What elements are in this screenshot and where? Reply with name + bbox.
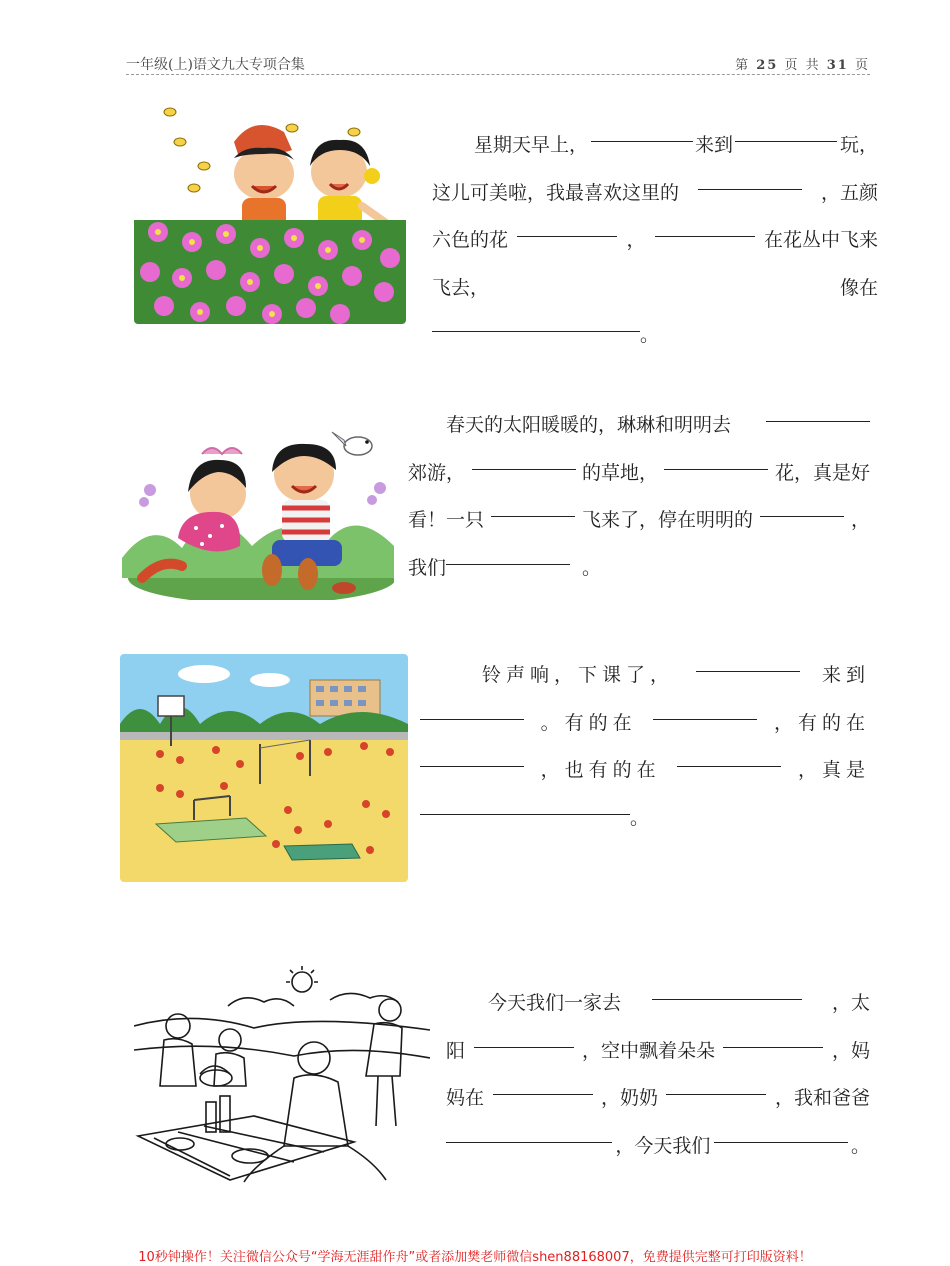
exercise-2-line-1: 春天的太阳暖暖的，琳琳和明明去 [408,402,870,450]
exercise-4-line-2: 阳 ，空中飘着朵朵 ，妈 [446,1028,870,1076]
answer-blank[interactable] [653,700,757,720]
answer-blank[interactable] [723,1028,823,1048]
exercise-3-line-4: 。 [420,795,870,843]
answer-blank[interactable] [652,980,802,1000]
page-header [126,52,870,75]
answer-blank[interactable] [446,545,570,565]
answer-blank[interactable] [698,170,802,190]
answer-blank[interactable] [714,1123,848,1143]
answer-blank[interactable] [655,217,755,237]
exercise-2-text [408,402,870,592]
exercise-1-line-2: 这儿可美啦，我最喜欢这里的 ，五颜 [432,170,878,218]
illustration-family-picnic [134,966,430,1198]
answer-blank[interactable] [446,1123,612,1143]
answer-blank[interactable] [493,1075,593,1095]
exercise-4-line-3: 妈在 ，奶奶 ，我和爸爸 [446,1075,870,1123]
answer-blank[interactable] [666,1075,766,1095]
exercise-3-line-1: 铃声响，下课了， 来到 [420,652,870,700]
answer-blank[interactable] [472,450,576,470]
children-bird-image [122,428,394,600]
book-title: 一年级(上)语文九大专项合集 [126,57,305,73]
answer-blank[interactable] [420,747,524,767]
exercise-3-line-3: ，也有的在 ，真是 [420,747,870,795]
exercise-3-text [420,652,870,842]
answer-blank[interactable] [491,497,575,517]
exercise-1-text [432,122,878,360]
exercise-3-line-2: 。有的在 ，有的在 [420,700,870,748]
illustration-children-flowers [134,102,406,324]
answer-blank[interactable] [474,1028,574,1048]
page-number: 第 25 页 共 31 页 [735,58,870,73]
answer-blank[interactable] [766,402,870,422]
exercise-1-line-3: 六色的花 ， 在花丛中飞来 [432,217,878,265]
children-flowers-image [134,102,406,324]
answer-blank[interactable] [735,122,837,142]
exercise-4-text [446,980,870,1170]
exercise-2-line-2: 郊游， 的草地， 花，真是好 [408,450,870,498]
school-playground-image [120,654,408,882]
answer-blank[interactable] [420,700,524,720]
illustration-school-playground [120,654,408,882]
answer-blank[interactable] [664,450,768,470]
exercise-1-line-5: 。 [432,312,878,360]
exercise-4-line-1: 今天我们一家去 ，太 [446,980,870,1028]
exercise-4-line-4: ，今天我们 。 [446,1123,870,1171]
exercise-2-line-3: 看！一只 飞来了，停在明明的 ， [408,497,870,545]
answer-blank[interactable] [517,217,617,237]
illustration-children-bird [122,428,394,600]
answer-blank[interactable] [432,312,640,332]
exercise-1-line-4: 飞去， 像在 [432,276,878,299]
answer-blank[interactable] [696,652,800,672]
answer-blank[interactable] [760,497,844,517]
footer-promo-text: 10秒钟操作！关注微信公众号“学海无涯甜作舟”或者添加樊老师微信shen88168007，免费提供完整可打印版资料！ [138,1250,812,1265]
exercise-2-line-4: 我们 。 [408,545,870,593]
family-picnic-image [134,966,430,1198]
answer-blank[interactable] [420,795,630,815]
exercise-1-line-1: 星期天早上， 来到 玩， [432,122,878,170]
answer-blank[interactable] [591,122,693,142]
answer-blank[interactable] [677,747,781,767]
